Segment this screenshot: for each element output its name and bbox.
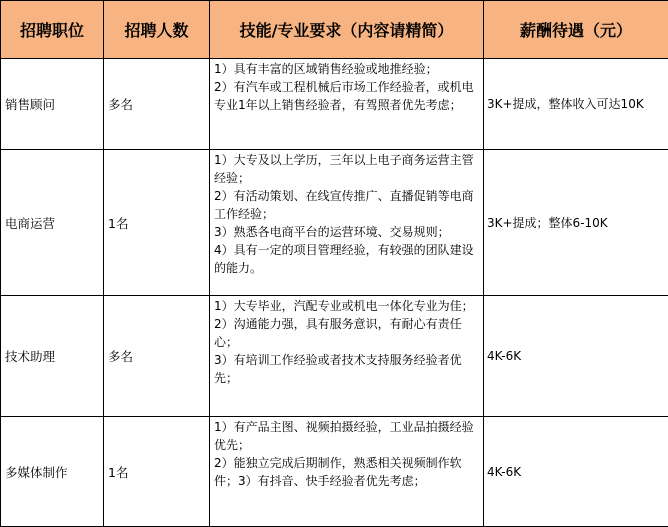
requirement-line: 4）具有一定的项目管理经验，有较强的团队建设的能力。 (214, 241, 480, 277)
requirement-line: 2）能独立完成后期制作，熟悉相关视频制作软件；3）有抖音、快手经验者优先考虑； (214, 454, 480, 490)
position-cell: 多媒体制作 (1, 417, 104, 527)
count-cell: 多名 (104, 296, 210, 417)
requirement-line: 3）有培训工作经验或者技术支持服务经验者优先； (214, 351, 480, 387)
count-cell: 多名 (104, 59, 210, 150)
count-cell: 1名 (104, 150, 210, 296)
requirements-cell (210, 296, 484, 417)
requirement-line: 2）有活动策划、在线宣传推广、直播促销等电商工作经验； (214, 187, 480, 223)
salary-cell: 3K+提成；整体6-10K (484, 150, 668, 296)
requirement-line: 1）大专毕业，汽配专业或机电一体化专业为佳； (214, 297, 480, 315)
table-row (1, 296, 668, 417)
salary-cell: 4K-6K (484, 296, 668, 417)
position-cell: 技术助理 (1, 296, 104, 417)
requirements-cell (210, 59, 484, 150)
header-position: 招聘职位 (1, 1, 104, 59)
header-count: 招聘人数 (104, 1, 210, 59)
requirement-line: 1）大专及以上学历，三年以上电子商务运营主管经验； (214, 151, 480, 187)
salary-cell: 3K+提成，整体收入可达10K (484, 59, 668, 150)
table-row (1, 417, 668, 527)
requirements-cell (210, 417, 484, 527)
header-row (1, 1, 668, 59)
header-requirements: 技能/专业要求（内容请精简） (210, 1, 484, 59)
position-cell: 电商运营 (1, 150, 104, 296)
table-row (1, 59, 668, 150)
requirement-line: 1）具有丰富的区域销售经验或地推经验； (214, 60, 480, 78)
position-cell: 销售顾问 (1, 59, 104, 150)
requirement-line: 3）熟悉各电商平台的运营环境、交易规则； (214, 223, 480, 241)
requirements-cell (210, 150, 484, 296)
table-row (1, 150, 668, 296)
count-cell: 1名 (104, 417, 210, 527)
salary-cell: 4K-6K (484, 417, 668, 527)
requirement-line: 2）有汽车或工程机械后市场工作经验者，或机电专业1年以上销售经验者，有驾照者优先考虑； (214, 78, 480, 114)
requirement-line: 2）沟通能力强，具有服务意识，有耐心有责任心； (214, 315, 480, 351)
requirement-line: 1）有产品主图、视频拍摄经验，工业品拍摄经验优先； (214, 418, 480, 454)
header-salary: 薪酬待遇（元） (484, 1, 668, 59)
